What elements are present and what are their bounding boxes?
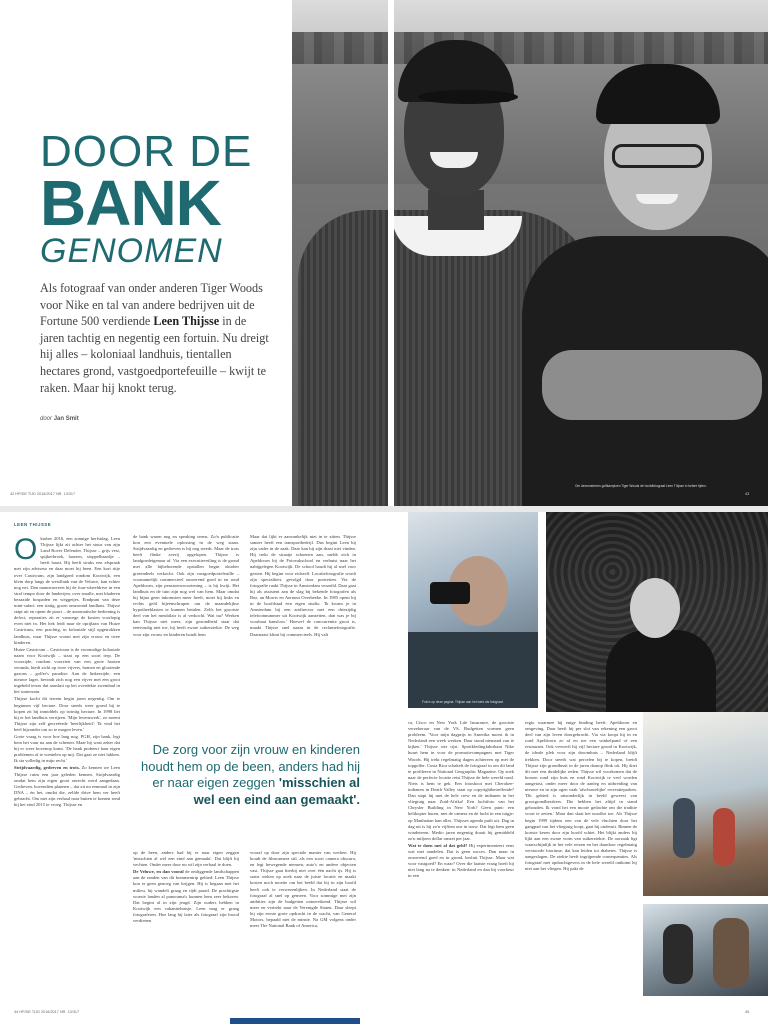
article-spread: [0, 512, 768, 1024]
intro-text-after: in de jaren tachtig en negentig een fortuin. Nu dreigt hij alles – koloniaal landhuis, tientallen hectares grond, vastgoedportefeuille – kwijt te raken. Maar hij knokt terug.: [40, 314, 269, 395]
folio-left: 44 HP/DE TIJD 2016/2017 NR. 13/317: [14, 1010, 80, 1014]
paragraph-text: Hij experimenteert eens wat met aandelen. Dat is geen succes. Dan maar in onroerend goed en in grond, besluit Thijsse. Maar wat voor vastgoed? En waar? Over die laatste vraag hoeft hij niet lang na te denken: in Nederland en dan bij voorkeur in een: [408, 842, 514, 879]
glasses: [612, 144, 704, 168]
folio-right: 45: [745, 1010, 750, 1014]
person: [673, 798, 695, 858]
pull-quote-text: De zorg voor zijn vrouw en kinderen houdt hem op de been, anders had hij er naar eigen zeggen: [140, 742, 360, 790]
hero-photo: [292, 0, 768, 506]
byline: [40, 416, 79, 422]
smile: [636, 194, 678, 204]
column-6: [408, 720, 514, 1012]
cap: [596, 64, 720, 124]
black-coat: [606, 630, 716, 712]
title-line-1: DOOR DE: [40, 127, 253, 176]
camera: [430, 582, 470, 604]
byline-prefix: door: [40, 416, 53, 422]
paragraph: [133, 869, 239, 924]
column-4: [133, 850, 239, 1014]
paragraph: Thijsse kocht dit terrein begin jaren negentig. Om te beginnen vijf hectare. Door steeds weer grond bij te kopen zit hij inmiddels op twintig hectare. In 1998 liet hij er het landhuis verrijzen. 'Mijn levenswerk', zo noemt Thijsse zijn zelf gecreëerde 'heerlijkheid': 'Ik vind het heel bijzonder om zo te mogen leven.': [14, 696, 120, 732]
opening-spread: [0, 0, 768, 506]
neck: [428, 190, 484, 230]
photo-outdoor-pair: [643, 904, 768, 996]
paragraph-text: de omliggende landschappen aan de randen van dit bommentrip gebied: Leen Thijsse kon er geen genoeg van krijgen. Hij is begaan met het milieu, hij wandelt graag en rijdt paard. De prachtigste woeste landen al panorama's kunnen hem zeer bekoren. Dat begint al in zijn jeugd. Zijn ouders hebben in Kootwijk een vakantiehuisje. Leen mag er graag fotograferen. Hoe lang hij later als fotograaf zijn brood verdienen: [133, 869, 239, 924]
title-line-3: GENOMEN: [40, 232, 223, 270]
photo-mountain-group: [643, 712, 768, 896]
subhead: Strijdvaardig, gedreven en trots.: [14, 765, 80, 771]
hero-person-leen-thijsse: [512, 60, 768, 506]
crossed-arms: [542, 350, 762, 420]
person: [713, 808, 735, 866]
paragraph-text: ktober 2016, een zonnige herfstdag. Leen Thijsse lijkt zit achter het stuur van zijn Land Rover Defender. Thijsse – grijs vest, spijkerbroek, laarzen, stoppelbaardje – heeft haast. Hij heeft straks een afspraak met zijn adviseur en daar moet hij heen. Een kort ritje over Castricum, zijn landgoed rondom Kootwijk, een klein dorp langs de westflank van de Veluwe, kan echter nog net. Dan manoeuvreert hij de four-wheeldrive in een straf tempo door de landerijen, over smalle, met bladeren bezaaide bospaden en weggetjes. Eindpunt van deze mini-safari: een statig, groen omzoomd landhuis. Thijsse stapt uit en opent de poort – de automatische bediening is defect, reparaties zit er vanwege de kosten voorlopig even niet in. Het hek leidt naar de oprijlaan van Huize Castricum, een prachtig, in koloniale stijl opgetrokken landhuis, waar Thijsse woont met zijn vrouw en twee kinderen.: [14, 536, 120, 645]
pull-quote-emphasis: 'misschien al wel een eind aan gemaakt'.: [193, 775, 360, 807]
paragraph: op de been, anders had hij er naar eigen zeggen 'misschien al wel een eind aan gemaakt'. Dat blijft hij vechten. Onder meer door nu wil zijn verhaal te doen.: [133, 850, 239, 868]
folio-left: 42 HP/DE TIJD 2016/2017 NR. 13/317: [10, 492, 76, 496]
intro-name: Leen Thijsse: [153, 314, 220, 329]
page-gutter: [388, 0, 394, 506]
person: [663, 924, 693, 984]
hero-caption: Om demonstreren golfkampioen Tiger Woods de hoofdfotograaf Leen Thijsse in betere tijden.: [575, 484, 707, 488]
subhead: De Veluwe, en dan vooral: [133, 869, 184, 875]
cap-visor: [418, 90, 518, 104]
cockpit: [408, 632, 538, 708]
drop-cap: O: [14, 536, 38, 566]
paragraph: ca, Cisco en New York Life Insurance, de grootste verzekeraar van de VS. Budgetten vormen geen probleem. 'Voor mijn dagprijs in Amerika moest ik in Nederland een week werken. Daar stond niemand van te kijken.' Thijsse ster rijst. Sportkledingfabrikant Nike huurt hem in voor de promotiecampagnes met Tiger Woods. Hij trekt regelmatig dagen achtereen op met de topgolfer. Costa Rica schakelt de fotograaf in om dit land te profileren in National Geographic Magazine. Op zoek naar de perfecte locatie reist Thijsse de hele wereld rond. Niets is hem te gek. Een fotoshoot met Cherokee-indianen in Death Valley staat op copyrightbetreffende? Dan stapt hij met de hele crew en de indianen in het vliegtuig naar Zuid-Afrika! Een luchtfoto van het Chrysler Building in New York? Geen punt: een helikopter huren, met de camera en de lucht in een tuigje: op Manhattan kan alles. Thijsses agenda puilt uit. Dag in dag uit is hij zo'n vijftien uur in touw. Dat legt hem geen windeieren. Medio jaren negentig draait hij gemiddeld zo'n miljoen dollar omzet per jaar.: [408, 720, 514, 841]
photo-caption: Foto's op deze pagina: Thijsse aan het werk als fotograaf.: [422, 700, 504, 704]
article-title: [40, 127, 280, 270]
person: [713, 918, 749, 988]
paragraph: [408, 843, 514, 880]
pull-quote: [132, 742, 360, 808]
portrait-face: [630, 578, 680, 638]
paragraph-text: Zo kennen we Leen Thijsse ruim een jaar geleden kennen. Strijdvaardig omdat hem zijn eigen groot onrecht werd aangedaan. Gedreven, bovendien plannen – dat zit nu eenmaal in zijn DNA – én het, omdat die, zelfde drive hem ver heeft gebracht. Om met zijn verhaal naar buiten te komen rond hij het eind 2015 te vroeg. Thijsse en: [14, 765, 120, 808]
hero-person-tiger-woods: [292, 40, 542, 506]
paragraph: Huize Castricum – Castricum is de voormalige koloniale naam voor Kootwijk – staat op een soort terp. De voorzijde, rondom voorzien van een grote houten veranda, biedt zicht op twee vijvers, bomen en glooiende gazons – golfer's paradise. Aan de linkerzijde, een nieuwe lager, bevindt zich nog een vijver met een groot ingebeld terras dat aansluit op het overdekte zwembad in het souterrain.: [14, 646, 120, 695]
subhead: Wat te doen met al dat geld?: [408, 842, 468, 848]
column-7: regio waarmee hij enige binding heeft: Apeldoorn en omgeving. Daar heeft hij per slot van rekening een groot deel van zijn leven doorgebracht. Via via koopt hij in en rond Apeldoorn zo af en toe een winkelpand of een restaurant. Ook verwerft hij vijf hectare grond in Kootwijk, de ideale plek voor zijn droomhuis – Nederland blijft trekken. Door steeds wat percelen bij te kopen, breidt Thijsse zijn grondbezit in de jaren daarop flink uit. Hij doet dit met een duidelijke reden. Thijsse wil voorkomen dat de bossen rond zijn huis en rond Kootwijk te veel worden aangetast, onder meer door de aanleg en uitbreiding van nieuwe en in zijn ogen vaak 'afschuwelijke' recreatieparken. 'Dit gebied is uitzonderlijk in beeld geweest van grootgrondbezitters. Die hebben het altijd in stand gehouden. Ik vond het een mooie gedachte om die traditie voort te zetten.' Maar dan slaat het noodlot toe. Als Thijsse begin 1999 tijdens een van de vele vluchten door het gangpad van het vliegtuig loopt, gaat hij onderuit. Binnen de kortste keren door zijn hoofd schiet. Het blijkt anders hij lijkt aan een zware vorm van suikerziekte. De oorzaak ligt waarschijnlijk in het vele reizen en het daardoor regelmatig verstoorde bioritme, dat kan leiden tot diabetes. Thijsse is aangeslagen. De ziekte heeft ingrijpende consequenties. Als fotograaf met opdrachtgevers in de hele wereld ontkomt hij niet aan het vliegen. Hij pakt de: [525, 720, 637, 872]
paragraph: Grote vraag is voor hoe lang nog. PGH, zijn bank, legt hem het vuur na aan de schenen. Maar hij wast zeker dat hij er weer bovenop komt. 'De bank probeert haar eigen problemen af te wentelen op mij. Dat gaat ze niet lukken. Ik sta volledig in mijn recht.': [14, 734, 120, 764]
byline-author: Jan Smit: [53, 416, 79, 422]
intro-text-before: Als fotograaf van onder anderen Tiger Woods voor Nike en tal van andere bedrijven uit de Fortune 500 verdiende: [40, 281, 263, 329]
title-line-2: BANK: [40, 167, 221, 239]
photo-helicopter-shoot: [408, 512, 538, 708]
photo-portrait-statue: [546, 512, 768, 712]
column-5: vooral op door zijn speciale manier van werken. Hij houdt de filmcamera stil, als een soort camera obscura, en legt bewegende mensen, auto's en andere objecten vast. Thijsse gaat hierbij niet over één nacht ijs. Hij is soms weken op zoek naar de juiste locatie en maakt kosten noch moeite om het beeld dat hij in zijn hoofd heeft ook te verwezenlijken. In Nederland staat de fotograaf al snel op gemeen. Voor sommige met zijn ambities zijn de budgetten ontoereikend. Thijsse wil meer en vertrekt naar de Verenigde Staten. Daar sleept hij zijn eerste grote opdracht in de wacht, van General Motors, bepaald niet de minste. Na GM volgens onder meer The National Bank of America,: [250, 850, 356, 929]
paragraph: [14, 765, 120, 808]
intro-paragraph: [40, 280, 272, 396]
column-2: de bank waren nog en speaking terms. Zo'n publicatie kon een eventuele oplossing in de weg staan. Strijdvaardig en gedreven is hij nog steeds. Maar de trots heeft flinke averij opgelopen. Thijsse is landgoedeigenaar af. Via een executieveiling is de grond met alle bijbehorende opstallen begin oktober grotendeels verkocht. Ook zijn vastgoedportefeuille – voornamelijk commercieel onroerend goed in en rond Apeldoorn, zijn pensioenvoorziening – is hij kwijt. Het landhuis en de tuin zijn nog wel van hem. Maar omdat hij bijna geen inkomsten meer heeft, moet hij links en rechts geld bijeenschrapen om de maandelijkse hypotheeklasten te kunnen betalen. Zelfs het grootste deel van het meubilair is al verkocht. Wat nu? Werken kan Thijsse niet meer, zijn gezondheid staat dat eenvoudig niet toe, hij heeft zware suikerziekte. De weg voor zijn vrouw en kinderen houdt hem: [133, 534, 239, 637]
paragraph: [14, 536, 120, 646]
column-3: Maar dat lijkt er aanvankelijk niet in te zitten. Thijsse samier heeft een transportbedrijf. Dus begint Leen bij zijn vader in de zaak. Daar kan hij zijn draai niet vinden. Hij trekt de straatje schoenen aan, meldt zich in Apeldoorn bij de Fotovakschool en verhuist naar het nabijgelegen Kootwijk. De school houdt hij al snel voor gezien. Hij begint voor zichzelf. Locatiefotografie wordt zijn specialiteit, gevolgd door portretten. Via de fotografie raakt Thijsse in Amsterdam verzeild. Daar gaat hij als assistent aan de slag bij bekende fotografen als Bez, an Morris en Aernout Overbeeke. In 1985 opent hij in de hoofdstad een eigen studio. 'Ik kwam je in Amsterdam bij een artdirector met een driezijdig telefoonnummer uit Kootwijk aanzetten, dan was je bij voorbaat kansloos.' Hoewel de concurrentie groot is, maakt Thijsse snel naam in de reclamefotografie. Daarnaast klimt hij commercieels. Hij valt: [250, 534, 356, 637]
column-1: [14, 536, 120, 1000]
next-page-strip: [230, 1018, 360, 1024]
section-label: LEEN THIJSSE: [14, 522, 52, 527]
folio-right: 43: [745, 492, 750, 496]
